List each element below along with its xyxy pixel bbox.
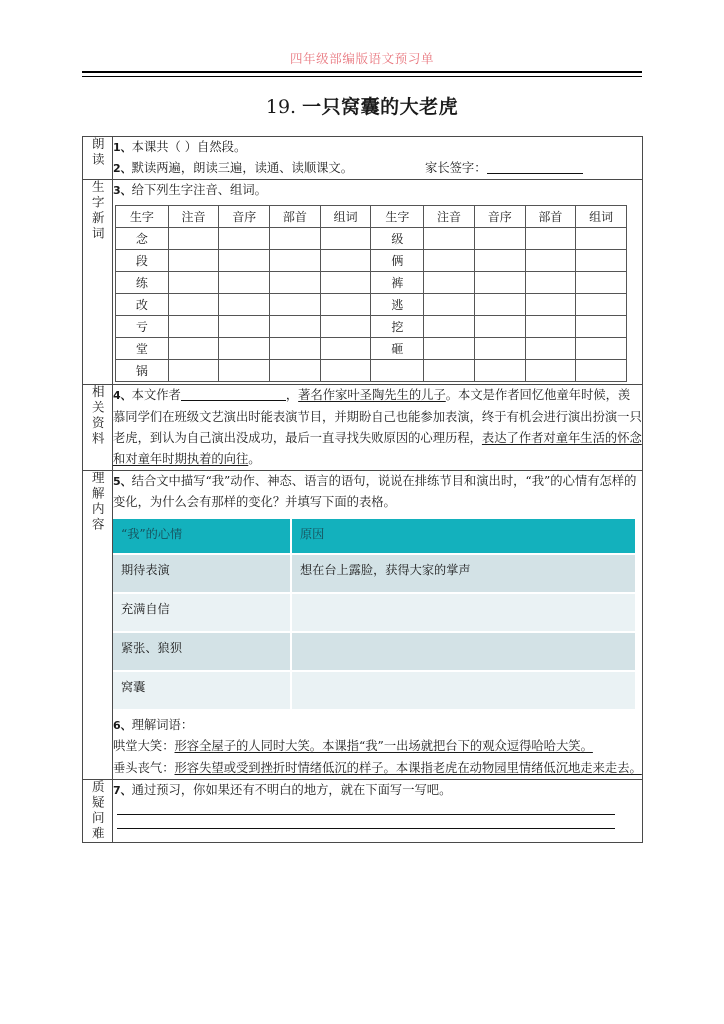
vocabulary-word: 哄堂大笑： xyxy=(113,739,175,754)
character-grid-blank-cell[interactable] xyxy=(474,316,525,338)
character-cell: 砸 xyxy=(371,338,424,360)
reading-item-2 xyxy=(113,158,642,179)
character-grid-blank-cell[interactable] xyxy=(576,360,627,382)
character-grid-blank-cell[interactable] xyxy=(270,228,321,250)
questions-item-7 xyxy=(113,780,642,801)
section-label-comprehension-text: 理解内容 xyxy=(90,470,106,533)
character-grid-blank-cell[interactable] xyxy=(168,338,219,360)
reason-cell[interactable] xyxy=(291,671,635,710)
title-number: 19. xyxy=(265,96,297,118)
vocabulary-entry xyxy=(113,736,642,757)
worksheet-table xyxy=(82,136,643,843)
character-grid-blank-cell[interactable] xyxy=(270,250,321,272)
reading-item-2-text: 默读两遍，朗读三遍，读通、读顺课文。 xyxy=(131,161,354,176)
character-grid-blank-cell[interactable] xyxy=(219,250,270,272)
character-grid-row xyxy=(116,360,627,382)
parent-signature-label: 家长签字： xyxy=(425,161,487,176)
character-grid-header-cell: 部首 xyxy=(270,206,321,228)
character-grid-blank-cell[interactable] xyxy=(525,338,576,360)
character-cell: 段 xyxy=(116,250,169,272)
mood-cell: 紧张、狼狈 xyxy=(113,632,291,671)
vocabulary-definition: 形容失望或受到挫折时情绪低沉的样子。本课指老虎在动物园里情绪低沉地走来走去。 xyxy=(174,760,642,775)
mood-reason-table[interactable] xyxy=(113,519,635,711)
section-label-comprehension xyxy=(83,470,113,779)
character-grid-row xyxy=(116,228,627,250)
character-grid-row xyxy=(116,272,627,294)
character-grid-blank-cell[interactable] xyxy=(474,228,525,250)
section-label-reading xyxy=(83,137,113,180)
reading-item-1-number: 1、 xyxy=(113,141,132,154)
character-grid-row xyxy=(116,250,627,272)
mood-reason-table-body xyxy=(113,519,635,710)
mood-cell: 窝囊 xyxy=(113,671,291,710)
character-grid-blank-cell[interactable] xyxy=(474,338,525,360)
related-item-4-mid: 。本文是作者回忆他童年时候，羡慕同学们在班级文艺演出时能表演节目，并期盼自己也能参加表演，终于有机会进行演出扮演一只老虎，到认为自己演出没成功，最后一直寻找失败原因的心理历程， xyxy=(113,388,642,445)
character-grid-row xyxy=(116,294,627,316)
character-cell: 裤 xyxy=(371,272,424,294)
comprehension-item-6 xyxy=(113,715,642,736)
character-grid-blank-cell[interactable] xyxy=(576,338,627,360)
character-grid-blank-cell[interactable] xyxy=(320,338,371,360)
section-row-comprehension xyxy=(83,470,643,779)
section-label-related-text: 相关资料 xyxy=(90,385,106,448)
related-underlined-1: 著名作家叶圣陶先生的儿子 xyxy=(298,388,446,403)
vocabulary-entry xyxy=(113,758,642,779)
document-header xyxy=(82,48,642,67)
reason-cell[interactable] xyxy=(291,632,635,671)
character-grid-blank-cell[interactable] xyxy=(576,294,627,316)
character-grid-blank-cell[interactable] xyxy=(424,272,475,294)
reason-cell[interactable]: 想在台上露脸，获得大家的掌声 xyxy=(291,554,635,593)
comprehension-item-6-number: 6、 xyxy=(113,719,132,733)
character-grid-blank-cell[interactable] xyxy=(525,294,576,316)
section-label-questions xyxy=(83,779,113,842)
character-grid-header-cell: 部首 xyxy=(525,206,576,228)
author-name-blank[interactable] xyxy=(181,400,286,401)
mood-table-header-row xyxy=(113,519,635,554)
character-grid-blank-cell[interactable] xyxy=(576,250,627,272)
vocabulary-word: 垂头丧气： xyxy=(113,760,175,775)
comprehension-item-5-number: 5、 xyxy=(113,474,132,488)
parent-signature-group xyxy=(425,158,583,179)
questions-item-7-number: 7、 xyxy=(113,783,132,797)
character-grid-blank-cell[interactable] xyxy=(168,294,219,316)
character-grid-blank-cell[interactable] xyxy=(525,228,576,250)
section-body-comprehension xyxy=(113,470,643,779)
section-row-reading xyxy=(83,137,643,180)
character-grid-blank-cell[interactable] xyxy=(219,294,270,316)
page-title xyxy=(82,92,642,119)
character-grid-row xyxy=(116,316,627,338)
character-grid-header-cell: 组词 xyxy=(576,206,627,228)
character-cell: 逃 xyxy=(371,294,424,316)
character-grid-header-cell: 组词 xyxy=(320,206,371,228)
section-body-new-words xyxy=(113,180,643,385)
related-underlined-2: 表达了作者对童年生活的怀念和对童年时期执着的向往 xyxy=(113,430,642,466)
section-body-related xyxy=(113,385,643,471)
character-grid-blank-cell[interactable] xyxy=(474,250,525,272)
comprehension-item-6-text: 理解词语： xyxy=(131,718,194,733)
questions-item-7-text: 通过预习，你如果还有不明白的地方，就在下面写一写吧。 xyxy=(131,782,452,797)
character-grid-blank-cell[interactable] xyxy=(219,228,270,250)
character-cell: 练 xyxy=(116,272,169,294)
title-text: 一只窝囊的大老虎 xyxy=(302,96,459,118)
character-grid-blank-cell[interactable] xyxy=(525,316,576,338)
character-grid-blank-cell[interactable] xyxy=(525,360,576,382)
header-banner-text: 四年级部编版语文预习单 xyxy=(289,51,435,66)
mood-table-row xyxy=(113,554,635,593)
character-grid-blank-cell[interactable] xyxy=(270,338,321,360)
reading-item-2-number: 2、 xyxy=(113,162,132,176)
vocabulary-definition: 形容全屋子的人同时大笑。本课指“我”一出场就把台下的观众逗得哈哈大笑。 xyxy=(174,739,593,754)
character-grid-header-cell: 生字 xyxy=(371,206,424,228)
character-grid-header-cell: 音序 xyxy=(219,206,270,228)
character-cell: 俩 xyxy=(371,250,424,272)
mood-table-row xyxy=(113,632,635,671)
section-label-new-words-text: 生字新词 xyxy=(90,180,106,243)
character-grid-blank-cell[interactable] xyxy=(168,360,219,382)
character-grid-row xyxy=(116,338,627,360)
character-grid-blank-cell[interactable] xyxy=(219,360,270,382)
character-cell: 挖 xyxy=(371,316,424,338)
character-grid-header-cell: 音序 xyxy=(474,206,525,228)
section-label-related xyxy=(83,385,113,471)
character-grid-blank-cell[interactable] xyxy=(168,250,219,272)
related-item-4-number: 4、 xyxy=(113,389,132,403)
comprehension-item-5-text: 结合文中描写“我”动作、神态、语言的语句，说说在排练节目和演出时，“我”的心情有怎样的变化，为什么会有那样的变化？并填写下面的表格。 xyxy=(113,473,637,510)
character-grid-blank-cell[interactable] xyxy=(424,294,475,316)
related-comma: ， xyxy=(285,388,299,403)
character-grid-blank-cell[interactable] xyxy=(320,250,371,272)
vocabulary-list xyxy=(113,736,642,778)
section-label-new-words xyxy=(83,180,113,385)
reading-item-1 xyxy=(113,137,642,158)
questions-bottom-spacer xyxy=(113,829,642,837)
character-grid-blank-cell[interactable] xyxy=(576,228,627,250)
character-grid-blank-cell[interactable] xyxy=(320,360,371,382)
reason-column-header: 原因 xyxy=(291,519,635,554)
section-label-reading-text: 朗读 xyxy=(90,137,106,168)
header-rule-thick xyxy=(82,71,642,73)
character-cell: 改 xyxy=(116,294,169,316)
character-grid-blank-cell[interactable] xyxy=(576,272,627,294)
section-label-questions-text: 质疑问难 xyxy=(90,779,106,842)
character-grid-blank-cell[interactable] xyxy=(474,360,525,382)
character-grid-blank-cell[interactable] xyxy=(168,316,219,338)
section-row-questions xyxy=(83,779,643,842)
mood-cell: 充满自信 xyxy=(113,593,291,632)
character-grid-blank-cell[interactable] xyxy=(219,272,270,294)
new-character-grid[interactable] xyxy=(115,205,627,382)
character-grid-blank-cell[interactable] xyxy=(474,294,525,316)
character-grid-blank-cell[interactable] xyxy=(424,338,475,360)
section-row-new-words xyxy=(83,180,643,385)
section-row-related xyxy=(83,385,643,471)
character-grid-blank-cell[interactable] xyxy=(219,316,270,338)
mood-table-row xyxy=(113,671,635,710)
character-grid-blank-cell[interactable] xyxy=(168,272,219,294)
new-character-grid-body xyxy=(116,206,627,382)
reason-cell[interactable] xyxy=(291,593,635,632)
related-item-4-end: 。 xyxy=(248,451,261,466)
character-grid-blank-cell[interactable] xyxy=(474,272,525,294)
character-grid-blank-cell[interactable] xyxy=(320,294,371,316)
character-grid-blank-cell[interactable] xyxy=(424,250,475,272)
answer-line-1[interactable] xyxy=(117,814,615,815)
character-grid-blank-cell[interactable] xyxy=(576,316,627,338)
character-grid-blank-cell[interactable] xyxy=(270,360,321,382)
character-grid-blank-cell[interactable] xyxy=(525,272,576,294)
character-grid-blank-cell[interactable] xyxy=(168,228,219,250)
new-words-item-3 xyxy=(113,180,642,201)
character-grid-blank-cell[interactable] xyxy=(424,360,475,382)
character-cell xyxy=(371,360,424,382)
section-body-reading xyxy=(113,137,643,180)
character-grid-blank-cell[interactable] xyxy=(525,250,576,272)
character-grid-blank-cell[interactable] xyxy=(270,272,321,294)
character-grid-blank-cell[interactable] xyxy=(320,316,371,338)
new-words-item-3-text: 给下列生字注音、组词。 xyxy=(131,183,267,198)
parent-signature-blank[interactable] xyxy=(487,173,583,174)
character-grid-header-cell: 生字 xyxy=(116,206,169,228)
character-cell: 锅 xyxy=(116,360,169,382)
reading-item-1-text: 本课共（ ）自然段。 xyxy=(131,140,247,154)
character-cell: 堂 xyxy=(116,338,169,360)
character-grid-blank-cell[interactable] xyxy=(320,228,371,250)
header-rule-thin xyxy=(82,76,642,77)
new-words-item-3-number: 3、 xyxy=(113,184,132,198)
character-grid-blank-cell[interactable] xyxy=(270,294,321,316)
mood-cell: 期待表演 xyxy=(113,554,291,593)
comprehension-item-5 xyxy=(113,471,642,513)
character-grid-header-cell: 注音 xyxy=(168,206,219,228)
related-item-4-lead: 本文作者 xyxy=(131,388,181,403)
character-grid-header-cell: 注音 xyxy=(424,206,475,228)
character-grid-blank-cell[interactable] xyxy=(424,228,475,250)
character-grid-blank-cell[interactable] xyxy=(270,316,321,338)
character-cell: 亏 xyxy=(116,316,169,338)
character-grid-blank-cell[interactable] xyxy=(320,272,371,294)
section-body-questions xyxy=(113,779,643,842)
character-grid-header-row xyxy=(116,206,627,228)
mood-table-row xyxy=(113,593,635,632)
character-grid-blank-cell[interactable] xyxy=(219,338,270,360)
character-grid-blank-cell[interactable] xyxy=(424,316,475,338)
character-cell: 念 xyxy=(116,228,169,250)
character-cell: 级 xyxy=(371,228,424,250)
mood-column-header: “我”的心情 xyxy=(113,519,291,554)
